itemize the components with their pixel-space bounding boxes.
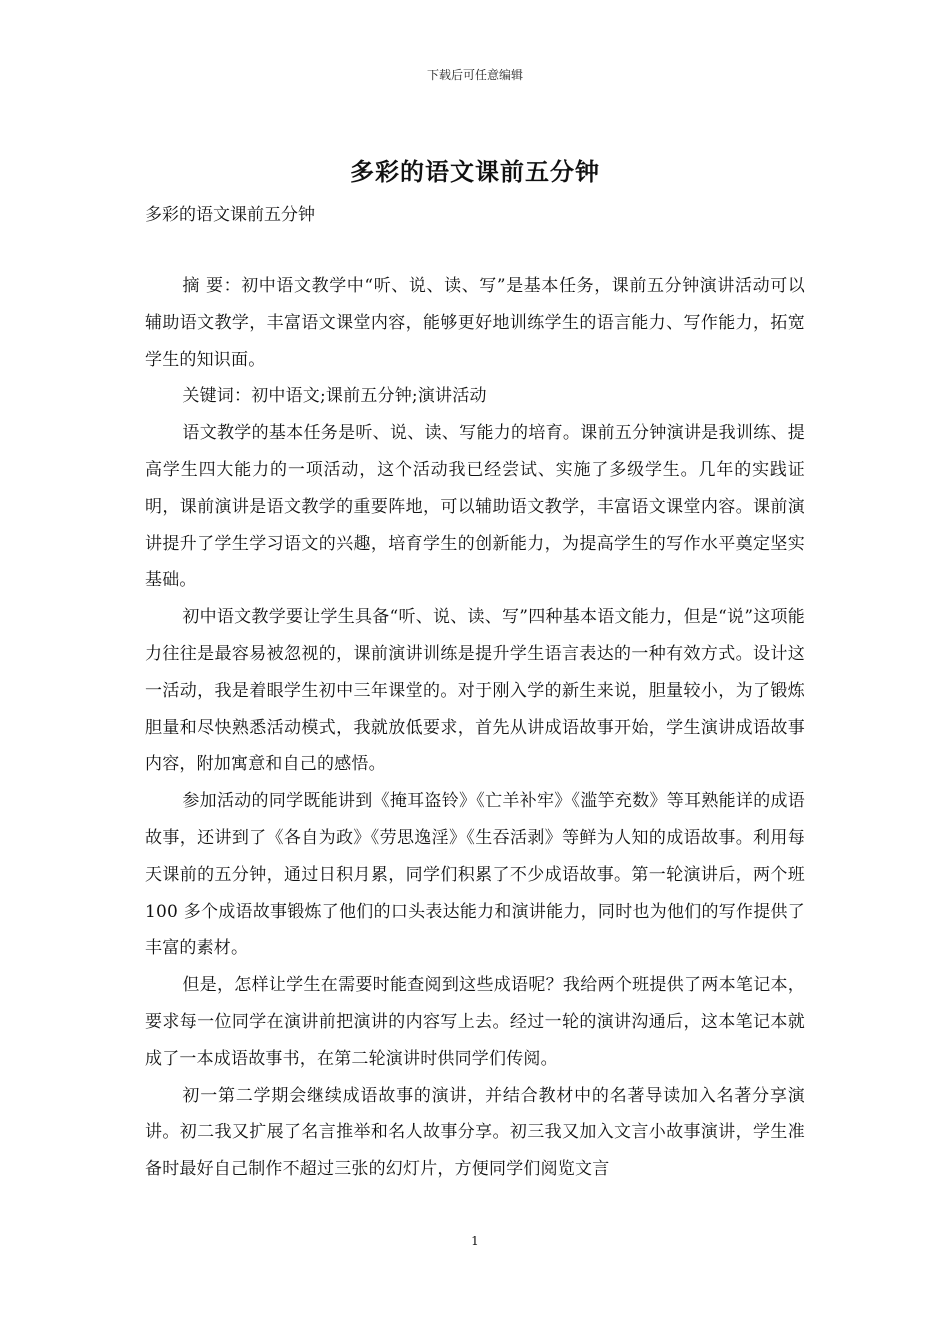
body-paragraph: 初中语文教学要让学生具备“听、说、读、写”四种基本语文能力，但是“说”这项能力往往是最容易被忽视的，课前演讲训练是提升学生语言表达的一种有效方式。设计这一活动，我是着眼学生初中三年课堂的。对于刚入学的新生来说，胆量较小，为了锻炼胆量和尽快熟悉活动模式，我就放低要求，首先从讲成语故事开始，学生演讲成语故事内容，附加寓意和自己的感悟。 (145, 607, 805, 775)
header-note: 下载后可任意编辑 (426, 68, 523, 82)
page-subtitle: 多彩的语文课前五分钟 (145, 205, 315, 225)
keywords-paragraph: 关键词：初中语文;课前五分钟;演讲活动 (182, 386, 487, 407)
body-paragraph: 但是，怎样让学生在需要时能查阅到这些成语呢？我给两个班提供了两本笔记本，要求每一位同学在演讲前把演讲的内容写上去。经过一轮的演讲沟通后，这本笔记本就成了一本成语故事书，在第二轮演讲时供同学们传阅。 (145, 975, 805, 1069)
body-paragraph: 语文教学的基本任务是听、说、读、写能力的培育。课前五分钟演讲是我训练、提高学生四大能力的一项活动，这个活动我已经尝试、实施了多级学生。几年的实践证明，课前演讲是语文教学的重要阵地，可以辅助语文教学，丰富语文课堂内容。课前演讲提升了学生学习语文的兴趣，培育学生的创新能力，为提高学生的写作水平奠定坚实基础。 (145, 423, 805, 591)
body-paragraph: 初一第二学期会继续成语故事的演讲，并结合教材中的名著导读加入名著分享演讲。初二我又扩展了名言推举和名人故事分享。初三我又加入文言小故事演讲，学生准备时最好自己制作不超过三张的幻灯片，方便同学们阅览文言 (145, 1085, 805, 1180)
abstract-paragraph: 摘 要：初中语文教学中“听、说、读、写”是基本任务，课前五分钟演讲活动可以辅助语文教学，丰富语文课堂内容，能够更好地训练学生的语言能力、写作能力，拓宽学生的知识面。 (145, 276, 805, 370)
body-paragraph: 参加活动的同学既能讲到《掩耳盗铃》《亡羊补牢》《滥竽充数》等耳熟能详的成语故事，还讲到了《各自为政》《劳思逸淫》《生吞活剥》等鲜为人知的成语故事。利用每天课前的五分钟，通过日积月累，同学们积累了不少成语故事。第一轮演讲后，两个班 100 多个成语故事锻炼了他们的口头表达能力和演讲能力，同时也为他们的写作提供了丰富的素材。 (145, 791, 805, 959)
page-number: 1 (471, 1234, 479, 1248)
page-title: 多彩的语文课前五分钟 (350, 157, 600, 186)
document-body (145, 268, 805, 1188)
